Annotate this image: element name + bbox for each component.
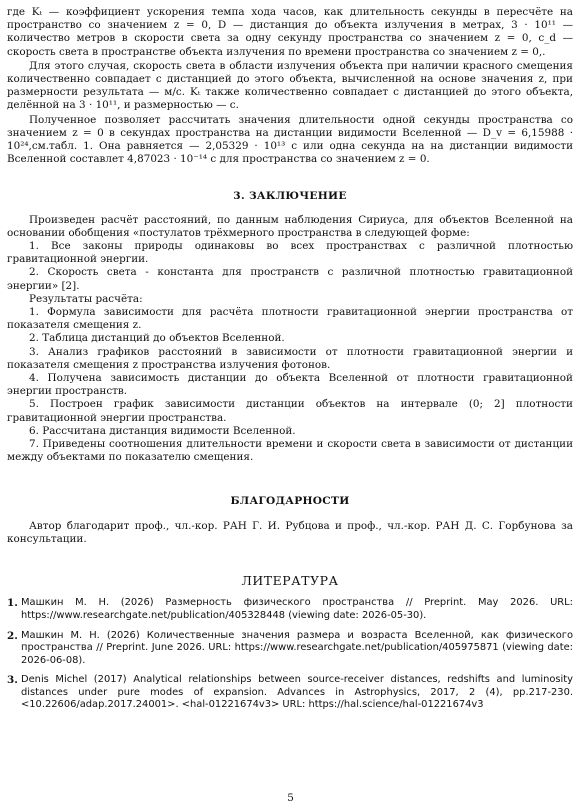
reference-item	[7, 597, 573, 622]
reference-text: Машкин М. Н. (2026) Количественные значения размера и возраста Вселенной, как физического пространства // Preprint. June 2026. URL: https://www.researchgate.net/publication/405975871 (viewing date: 2026-06-08).	[21, 629, 573, 666]
reference-text: Denis Michel (2017) Analytical relationships between source-receiver distances, redshifts and luminosity distances under pure modes of expansion. Advances in Astrophysics, 2017, 2 (4), pp.217-230. <10.22606/adap.2017.24001>. <hal-01221674v3> URL: https://hal.science/hal-01221674v3	[21, 674, 573, 711]
postulate-item: 2. Скорость света - константа для пространств с различной плотностью гравитационной энергии» [2].	[7, 266, 573, 292]
intro-paragraph-3: Полученное позволяет рассчитать значения длительности одной секунды пространства со значением z = 0 в секундах пространства на дистанции видимости Вселенной — D_v = 6,15988 · 10²⁴,см.табл. 1. Она равняется — 2,05329 · 10¹³ с или одна секунда на на дистанции видимости Вселенной составлет 4,87023 · 10⁻¹⁴ с для пространства со значением z = 0.	[7, 113, 573, 166]
acknowledgements-text: Автор благодарит проф., чл.-кор. РАН Г. И. Рубцова и проф., чл.-кор. РАН Д. С. Горбунова за консультации.	[7, 519, 573, 545]
intro-paragraph-2: Для этого случая, скорость света в области излучения объекта при наличии красного смещения количественно совпадает с дистанцией до этого объекта, вычисленной на основе значения z, при размерности результата — м/с. Kₜ также количественно совпадает с дистанцией до этого объекта, делённой на 3 · 10¹¹, и размерностью — с.	[7, 59, 573, 112]
postulate-item: 1. Все законы природы одинаковы во всех пространствах с различной плотностью гравитационной энергии.	[7, 240, 573, 266]
reference-text: Машкин М. Н. (2026) Размерность физического пространства // Preprint. May 2026. URL: https://www.researchgate.net/publication/405328448 (viewing date: 2026-05-30).	[21, 597, 573, 621]
conclusion-intro: Произведен расчёт расстояний, по данным наблюдения Сириуса, для объектов Вселенной на основании обобщения «постулатов трёхмерного пространства в следующей форме:	[7, 213, 573, 239]
reference-number: 1.	[7, 597, 18, 610]
conclusion-title: 3. ЗАКЛЮЧЕНИЕ	[233, 190, 347, 203]
intro-paragraph-1: где Kₜ — коэффициент ускорения темпа хода часов, как длительность секунды в пересчёте на пространство со значением z = 0, D — дистанция до объекта излучения в метрах, 3 · 10¹¹ — количество метров в скорости света за одну секунду пространства со значением z = 0, c_d — скорость света в пространстве объекта излучения по времени пространства со значением z = 0,.	[7, 6, 573, 58]
result-item: 5. Построен график зависимости дистанции объектов на интервале (0; 2] плотности гравитационной энергии пространства.	[7, 398, 573, 424]
reference-number: 3.	[7, 674, 18, 687]
acknowledgements-title: БЛАГОДАРНОСТИ	[230, 494, 350, 507]
result-item: 3. Анализ графиков расстояний в зависимости от плотности гравитационной энергии и показателя смещения z пространства излучения фотонов.	[7, 345, 573, 371]
result-item: 7. Приведены соотношения длительности времени и скорости света в зависимости от дистанции между объектами по показателю смещения.	[7, 438, 573, 464]
result-item: 4. Получена зависимость дистанции до объекта Вселенной от плотности гравитационной энергии пространств.	[7, 372, 573, 398]
results-label: Результаты расчёта:	[29, 292, 143, 305]
references-title: ЛИТЕРАТУРА	[241, 573, 339, 589]
reference-number: 2.	[7, 629, 18, 642]
result-item: 2. Таблица дистанций до объектов Вселенной.	[29, 332, 285, 345]
result-item: 1. Формула зависимости для расчёта плотности гравитационной энергии пространства от показателя смещения z.	[7, 306, 573, 332]
reference-item	[7, 674, 573, 712]
reference-item	[7, 630, 573, 668]
page-number: 5	[287, 792, 294, 804]
paper-page	[7, 6, 573, 719]
result-item: 6. Рассчитана дистанция видимости Вселенной.	[29, 424, 296, 437]
